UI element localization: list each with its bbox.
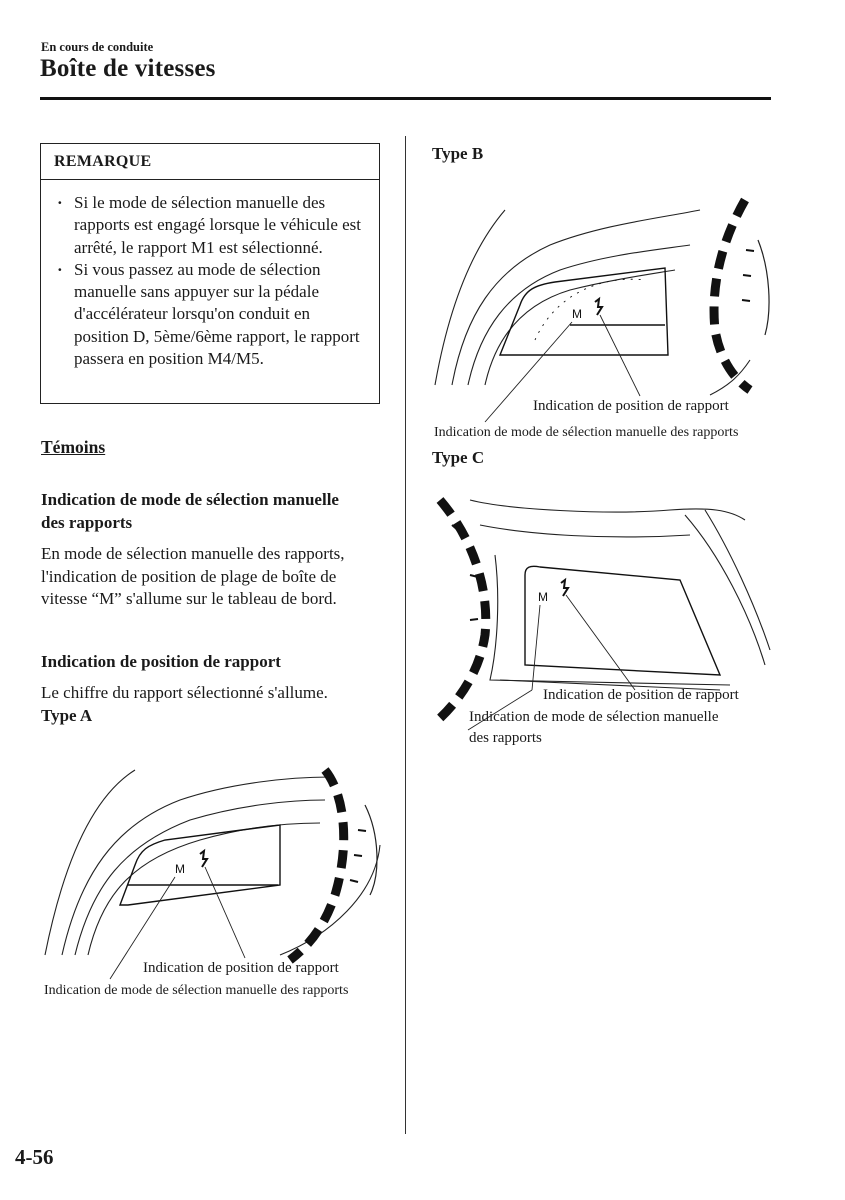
type-a-illustration xyxy=(40,755,385,965)
type-a-caption-gear: Indication de position de rapport xyxy=(143,960,339,976)
remark-box xyxy=(40,143,380,404)
type-b-caption-gear: Indication de position de rapport xyxy=(533,398,729,414)
type-b-illustration xyxy=(430,190,775,405)
remark-item: · Si le mode de sélection manuelle des rapports est engagé lorsque le véhicule est arrêté, le rapport M1 est sélectionné. xyxy=(74,192,369,259)
column-divider xyxy=(405,136,406,1134)
temoins-heading: Témoins xyxy=(41,437,106,457)
type-a-mode-letter: M xyxy=(175,862,185,876)
section-label: En cours de conduite xyxy=(41,40,154,54)
remark-heading: REMARQUE xyxy=(41,144,379,180)
type-c-illustration xyxy=(430,495,775,705)
type-b-label: Type B xyxy=(432,144,484,163)
title-rule xyxy=(40,97,771,100)
remark-item: · Si vous passez au mode de sélection manuelle sans appuyer sur la pédale d'accélérateur lorsqu'on conduit en position D, 5ème/6ème rapport, le rapport passera en position M4/M5. xyxy=(74,259,369,370)
type-b-caption-mode: Indication de mode de sélection manuelle des rapports xyxy=(434,425,739,440)
type-c-caption-gear: Indication de position de rapport xyxy=(543,687,739,703)
type-c-caption-mode-line1: Indication de mode de sélection manuelle xyxy=(469,709,719,725)
type-a-label: Type A xyxy=(41,706,93,725)
page-title: Boîte de vitesses xyxy=(40,55,216,82)
type-c-label: Type C xyxy=(432,448,485,467)
type-b-mode-letter: M xyxy=(572,307,582,321)
type-a-caption-mode: Indication de mode de sélection manuelle des rapports xyxy=(44,983,349,998)
manual-mode-text: En mode de sélection manuelle des rapports, l'indication de position de plage de boîte de vitesse “M” s'allume sur le tableau de bord. xyxy=(41,544,345,608)
manual-mode-heading: Indication de mode de sélection manuelle des rapports xyxy=(41,490,339,532)
type-c-caption-mode-line2: des rapports xyxy=(469,730,542,746)
remark-list xyxy=(41,180,379,370)
gear-position-heading: Indication de position de rapport xyxy=(41,652,281,671)
page-number: 4-56 xyxy=(15,1145,54,1169)
gear-position-text: Le chiffre du rapport sélectionné s'allume. xyxy=(41,683,328,702)
type-c-mode-letter: M xyxy=(538,590,548,604)
